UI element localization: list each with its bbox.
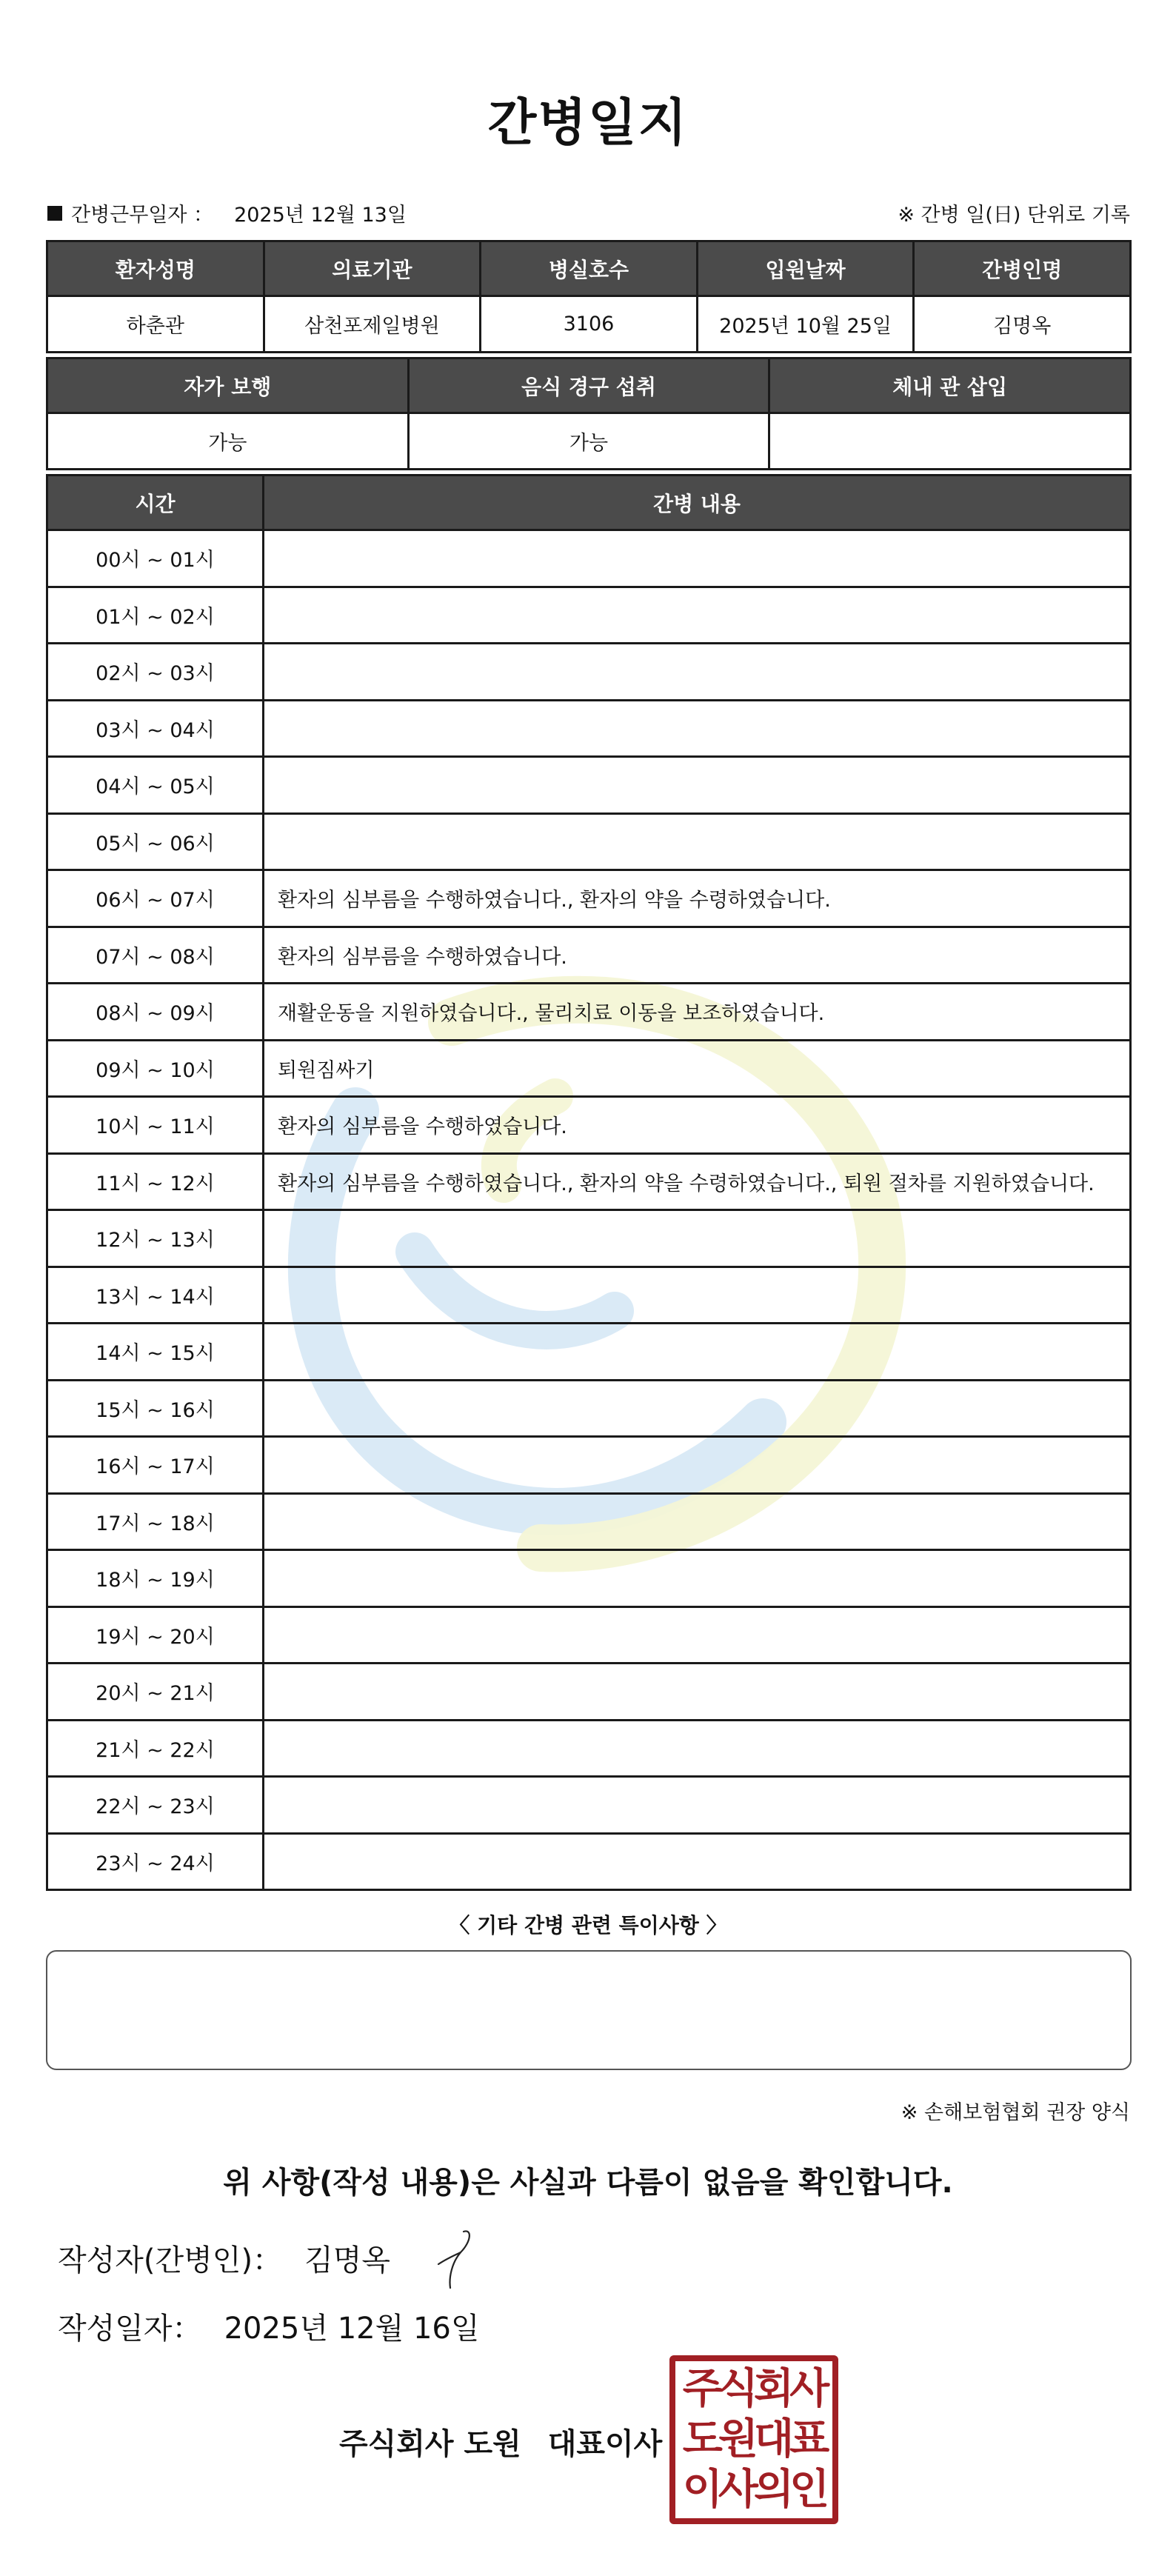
care-content [264,813,1131,870]
time-slot: 09시 ~ 10시 [47,1040,264,1097]
time-slot: 03시 ~ 04시 [47,700,264,757]
table-row [47,644,1131,701]
table-row [47,1606,1131,1664]
work-date-row [47,198,407,227]
time-slot: 02시 ~ 03시 [47,644,264,701]
write-date-value: 2025년 12월 16일 [224,2312,480,2346]
time-slot: 21시 ~ 22시 [47,1720,264,1777]
caregiver-name: 김명옥 [914,296,1131,353]
table-row [47,1437,1131,1494]
table-row [47,1720,1131,1777]
work-date-label: 간병근무일자 ： [71,204,214,227]
care-content [264,757,1131,814]
work-date-value: 2025년 12월 13일 [234,204,407,227]
care-content: 환자의 심부름을 수행하였습니다. [264,927,1131,984]
care-content: 재활운동을 지원하였습니다., 물리치료 이동을 보조하였습니다. [264,984,1131,1041]
table-row [47,1153,1131,1210]
time-slot: 11시 ~ 12시 [47,1153,264,1210]
care-content [264,587,1131,644]
care-content [264,644,1131,701]
care-content [264,1664,1131,1721]
table-row [47,1664,1131,1721]
admission-date: 2025년 10월 25일 [697,296,914,353]
table-row [47,1267,1131,1324]
time-slot: 05시 ~ 06시 [47,813,264,870]
care-content: 퇴원짐싸기 [264,1040,1131,1097]
time-slot: 19시 ~ 20시 [47,1606,264,1664]
oral-intake-value: 가능 [408,413,769,470]
header-care-content: 간병 내용 [264,476,1131,530]
seal-line: 주식회사 [682,2365,826,2413]
header-tube-insertion: 체내 관 삽입 [769,358,1131,413]
table-row [47,757,1131,814]
header-time: 시간 [47,476,264,530]
header-self-walking: 자가 보행 [47,358,409,413]
table-row [47,587,1131,644]
care-content [264,1720,1131,1777]
time-slot: 20시 ~ 21시 [47,1664,264,1721]
header-oral-intake: 음식 경구 섭취 [408,358,769,413]
care-content [264,700,1131,757]
care-content [264,1267,1131,1324]
time-slot: 01시 ~ 02시 [47,587,264,644]
time-slot: 07시 ~ 08시 [47,927,264,984]
hospital-name: 삼천포제일병원 [264,296,481,353]
care-content [264,1777,1131,1834]
header-hospital: 의료기관 [264,241,481,296]
writer-row [58,2237,390,2279]
form-source-note: ※ 손해보험협회 권장 양식 [901,2101,1130,2124]
table-row [47,1210,1131,1267]
table-row [47,870,1131,927]
patient-name: 하춘관 [47,296,264,353]
table-row [47,813,1131,870]
company-representative: 대표이사 [547,2427,663,2461]
notes-box [46,1950,1132,2070]
page-title: 간병일지 [487,94,689,153]
time-slot: 13시 ~ 14시 [47,1267,264,1324]
company-name: 주식회사 도원 [339,2427,521,2461]
table-row [47,927,1131,984]
care-content [264,1380,1131,1437]
square-bullet-icon [47,206,62,221]
notes-title: 〈 기타 간병 관련 특이사항 〉 [449,1913,727,1938]
company-seal-stamp [669,2355,838,2524]
table-row [47,1550,1131,1607]
unit-note: ※ 간병 일(日) 단위로 기록 [898,204,1130,227]
company-signature-line [339,2420,662,2463]
time-slot: 14시 ~ 15시 [47,1324,264,1381]
header-caregiver-name: 간병인명 [914,241,1131,296]
time-slot: 16시 ~ 17시 [47,1437,264,1494]
table-row [47,984,1131,1041]
care-content [264,1210,1131,1267]
patient-info-table [46,240,1132,353]
confirmation-statement: 위 사항(작성 내용)은 사실과 다름이 없음을 확인합니다. [223,2166,953,2200]
patient-status-table [46,357,1132,470]
care-content: 환자의 심부름을 수행하였습니다., 환자의 약을 수령하였습니다. [264,870,1131,927]
write-date-label: 작성일자： [58,2312,202,2346]
tube-insertion-value [769,413,1131,470]
time-slot: 10시 ~ 11시 [47,1097,264,1154]
write-date-row [58,2305,480,2347]
time-slot: 04시 ~ 05시 [47,757,264,814]
care-content [264,530,1131,587]
time-slot: 00시 ~ 01시 [47,530,264,587]
table-row [47,1833,1131,1890]
table-row [47,700,1131,757]
care-content [264,1437,1131,1494]
time-slot: 18시 ~ 19시 [47,1550,264,1607]
time-slot: 23시 ~ 24시 [47,1833,264,1890]
table-row [47,530,1131,587]
seal-line: 이사의인 [682,2466,826,2514]
care-content [264,1833,1131,1890]
header-patient-name: 환자성명 [47,241,264,296]
header-admission-date: 입원날짜 [697,241,914,296]
time-slot: 22시 ~ 23시 [47,1777,264,1834]
time-slot: 12시 ~ 13시 [47,1210,264,1267]
table-row [47,1097,1131,1154]
table-row [47,1380,1131,1437]
time-slot: 17시 ~ 18시 [47,1493,264,1550]
care-content [264,1550,1131,1607]
care-content [264,1324,1131,1381]
time-slot: 06시 ~ 07시 [47,870,264,927]
care-content [264,1606,1131,1664]
table-row [47,1777,1131,1834]
room-number: 3106 [481,296,698,353]
table-row [47,1493,1131,1550]
writer-name: 김명옥 [304,2243,390,2278]
writer-label: 작성자(간병인)： [58,2243,283,2278]
care-content: 환자의 심부름을 수행하였습니다., 환자의 약을 수령하였습니다., 퇴원 절차를 지원하였습니다. [264,1153,1131,1210]
table-row [47,1324,1131,1381]
table-row [47,1040,1131,1097]
seal-line: 도원대표 [682,2415,826,2463]
time-slot: 08시 ~ 09시 [47,984,264,1041]
header-room-number: 병실호수 [481,241,698,296]
care-content [264,1493,1131,1550]
self-walking-value: 가능 [47,413,409,470]
care-log-table [46,474,1132,1891]
signature-image [434,2226,478,2292]
care-content: 환자의 심부름을 수행하였습니다. [264,1097,1131,1154]
time-slot: 15시 ~ 16시 [47,1380,264,1437]
